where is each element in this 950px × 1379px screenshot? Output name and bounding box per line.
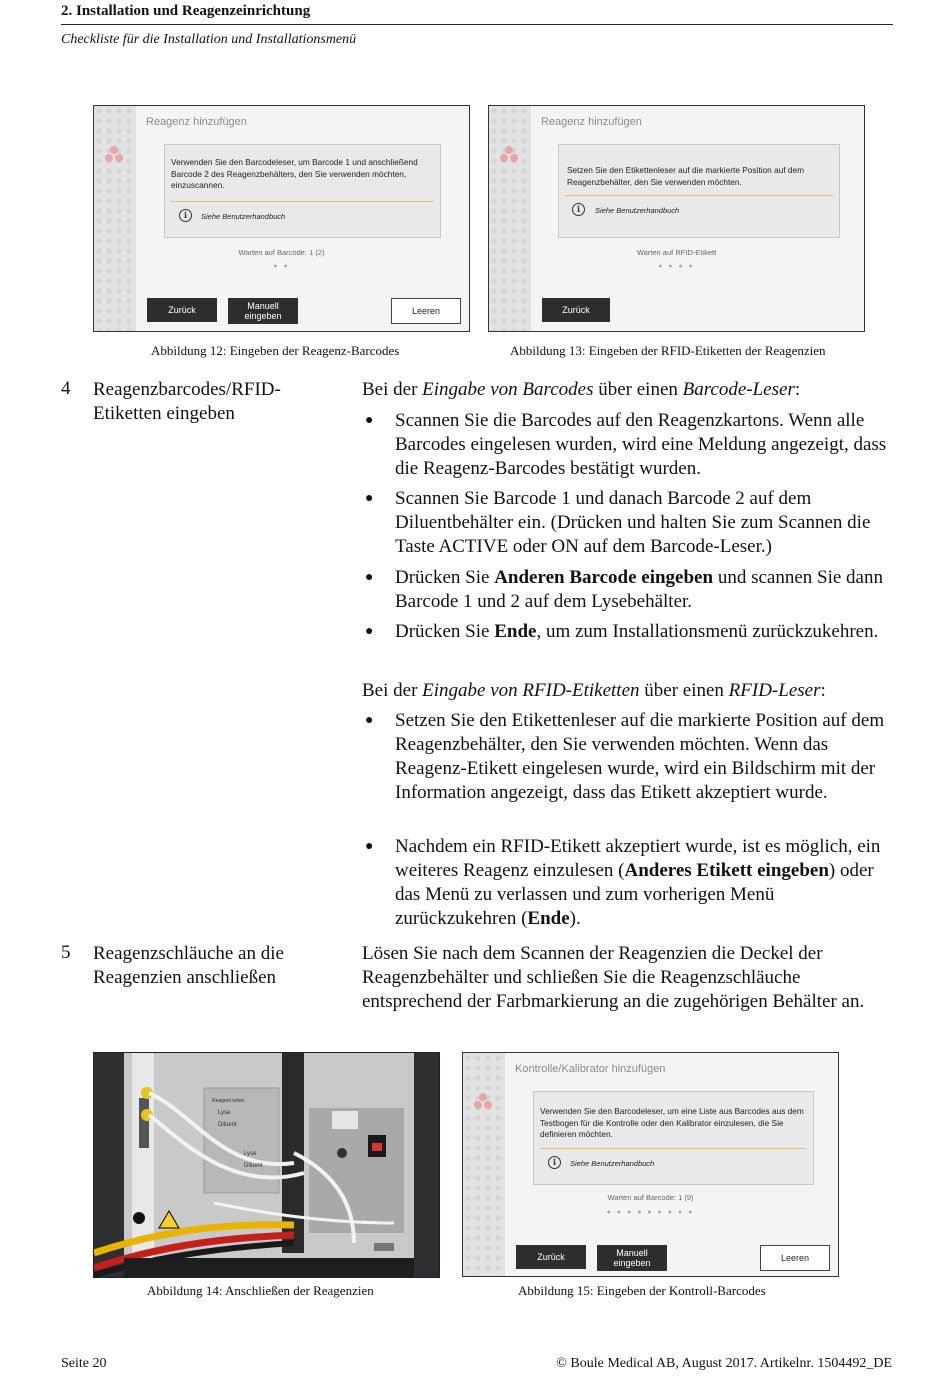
info-icon: i: [179, 209, 192, 222]
figure-12-screenshot: [93, 105, 470, 332]
page-number: Seite 20: [61, 1356, 107, 1371]
divider: [540, 1148, 806, 1149]
figure-13-screenshot: [488, 105, 865, 332]
screen-title: Reagenz hinzufügen: [541, 116, 642, 128]
logo-dot: [105, 154, 113, 162]
side-pattern: [94, 106, 136, 331]
logo-dot: [115, 154, 123, 162]
lyse-label: Lyse: [218, 1110, 231, 1116]
diluent-label: Diluent: [218, 1122, 237, 1128]
side-pattern: [463, 1053, 505, 1276]
list-item: ● Drücken Sie Ende, um zum Installationsmenü zurückzukehren.: [365, 621, 879, 642]
info-text: Siehe Benutzerhandbuch: [595, 206, 680, 215]
logo-dot: [110, 146, 118, 154]
barcode-intro: Bei der Eingabe von Barcodes über einen Barcode-Leser:: [362, 379, 801, 400]
wait-status: Warten auf RFID-Etikett: [636, 248, 717, 257]
instrument-photo: [94, 1053, 439, 1277]
logo-dot: [484, 1101, 492, 1109]
logo-dot: [500, 154, 508, 162]
diluent-label: Diluent: [244, 1163, 263, 1169]
message-text: Setzen Sie den Etikettenleser auf die markierte Position auf dem Reagenzbehälter, den Sie verwenden möchten.: [567, 165, 805, 187]
reagent-tubes-label: Reagent tubes: [212, 1098, 245, 1104]
section-title: 2. Installation und Reagenzeinrichtung: [61, 3, 311, 19]
rfid-intro: Bei der Eingabe von RFID-Etiketten über einen RFID-Leser:: [362, 680, 826, 701]
message-text: Verwenden Sie den Barcodeleser, um Barcode 1 und anschließend Barcode 2 des Reagenzbehälters, den Sie verwenden möchten, einzuscannen.: [171, 157, 418, 190]
logo-dot: [510, 154, 518, 162]
side-pattern: [489, 106, 531, 331]
list-item: ● Drücken Sie Anderen Barcode eingeben und scannen Sie dann Barcode 1 und 2 auf dem Lysebehälter.: [365, 567, 883, 612]
figure-12-caption: Abbildung 12: Eingeben der Reagenz-Barcodes: [151, 343, 400, 358]
step-label: Reagenzschläuche an die Reagenzien anschließen: [93, 943, 284, 988]
copyright: © Boule Medical AB, August 2017. Artikelnr. 1504492_DE: [556, 1356, 892, 1371]
message-box: [558, 144, 840, 238]
back-button[interactable]: Zurück: [516, 1245, 586, 1269]
wait-status: Warten auf Barcode: 1 (2): [238, 248, 325, 257]
header-rule: [61, 24, 893, 25]
info-text: Siehe Benutzerhandbuch: [570, 1159, 655, 1168]
manual-entry-button[interactable]: Manuell eingeben: [228, 298, 298, 324]
info-text: Siehe Benutzerhandbuch: [201, 212, 286, 221]
step5-text: Lösen Sie nach dem Scannen der Reagenzien die Deckel der Reagenzbehälter und schließen Sie die Reagenzschläuche entsprechend der Farbmarkierung an die zugehörigen Behälter an.: [362, 943, 865, 1012]
message-box: [164, 144, 441, 238]
logo-dot: [479, 1093, 487, 1101]
figure-13-caption: Abbildung 13: Eingeben der RFID-Etiketten der Reagenzien: [510, 343, 826, 358]
clear-button[interactable]: Leeren: [760, 1245, 830, 1271]
step-number: 4: [61, 378, 71, 399]
screen-title: Kontrolle/Kalibrator hinzufügen: [515, 1063, 666, 1075]
info-icon: i: [572, 203, 585, 216]
manual-entry-button[interactable]: Manuell eingeben: [597, 1245, 667, 1271]
wait-status: Warten auf Barcode: 1 (9): [607, 1193, 694, 1202]
list-item: ● Setzen Sie den Etikettenleser auf die markierte Position auf dem Reagenzbehälter, den Sie verwenden möchten. Wenn das Reagenz-Etikett eingelesen wurde, wird ein Bildschirm mit der Information angezeigt, dass das Etikett akzeptiert wurde.: [365, 710, 885, 803]
figure-14-photo: [93, 1052, 440, 1278]
divider: [565, 195, 833, 196]
back-button[interactable]: Zurück: [147, 298, 217, 322]
info-icon: i: [548, 1156, 561, 1169]
screen-title: Reagenz hinzufügen: [146, 116, 247, 128]
section-subtitle: Checkliste für die Installation und Installationsmenü: [61, 32, 357, 47]
figure-15-caption: Abbildung 15: Eingeben der Kontroll-Barcodes: [518, 1283, 766, 1298]
logo-dot: [474, 1101, 482, 1109]
step-number: 5: [61, 942, 71, 963]
divider: [171, 201, 433, 202]
message-text: Verwenden Sie den Barcodeleser, um eine Liste aus Barcodes aus dem Testbogen für die Kontrolle oder den Kalibrator einzulesen, die Sie definieren möchten.: [540, 1106, 804, 1139]
message-box: [533, 1091, 814, 1185]
list-item: ● Scannen Sie Barcode 1 und danach Barcode 2 auf dem Diluentbehälter ein. (Drücken und halten Sie zum Scannen die Taste ACTIVE oder ON auf dem Barcode-Leser.): [365, 488, 871, 557]
figure-15-screenshot: [462, 1052, 839, 1277]
page-dots: ● ● ● ● ● ● ● ● ●: [606, 1209, 695, 1216]
page-dots: ● ●: [273, 263, 290, 270]
step-label: Reagenzbarcodes/RFID-Etiketten eingeben: [93, 379, 281, 424]
figure-14-caption: Abbildung 14: Anschließen der Reagenzien: [147, 1283, 374, 1298]
lyse-label: Lyse: [244, 1151, 257, 1157]
back-button[interactable]: Zurück: [542, 298, 610, 322]
page-dots: ● ● ● ●: [658, 263, 695, 270]
clear-button[interactable]: Leeren: [391, 298, 461, 324]
list-item: ● Scannen Sie die Barcodes auf den Reagenzkartons. Wenn alle Barcodes eingelesen wurden, wird eine Meldung angezeigt, dass die Reagenz-Barcodes bestätigt wurden.: [365, 410, 887, 479]
logo-dot: [505, 146, 513, 154]
list-item: ● Nachdem ein RFID-Etikett akzeptiert wurde, ist es möglich, ein weiteres Reagenz einzulesen (Anderes Etikett eingeben) oder das Menü zu verlassen und zum vorherigen Menü zurückzukehren (Ende).: [365, 836, 881, 929]
